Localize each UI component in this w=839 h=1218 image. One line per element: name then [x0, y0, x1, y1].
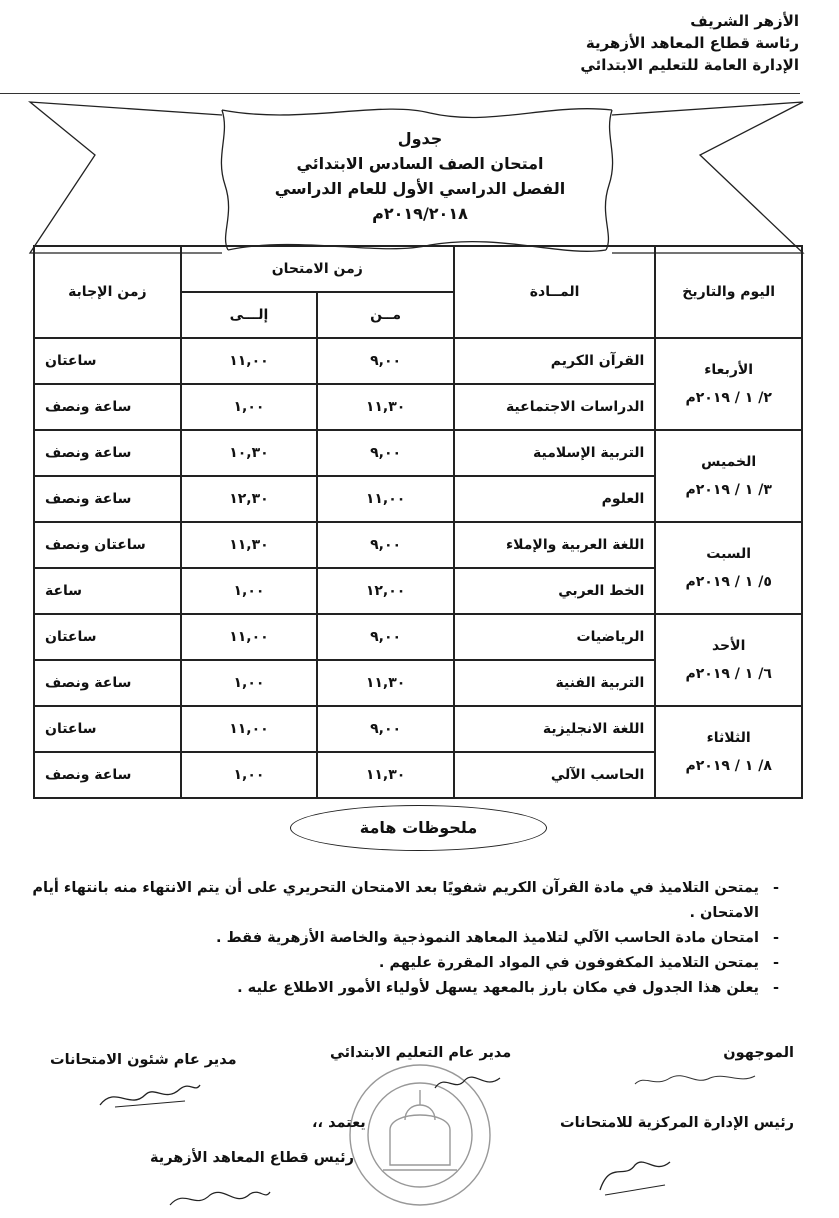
signature-exams-director: مدير عام شئون الامتحانات	[50, 1052, 237, 1068]
title-line-2: امتحان الصف السادس الابتدائي	[296, 154, 544, 173]
duration-cell: ساعة ونصف	[34, 476, 181, 522]
signature-scribble-central	[590, 1150, 680, 1200]
subject-cell: العلوم	[454, 476, 655, 522]
to-cell: ١,٠٠	[181, 660, 318, 706]
schedule-title	[230, 126, 610, 226]
header-exam-time: زمن الامتحان	[181, 246, 454, 292]
header-from: مــن	[317, 292, 454, 338]
day-date-cell	[655, 706, 802, 798]
title-line-1: جدول	[397, 129, 443, 148]
day-date-cell	[655, 430, 802, 522]
header-duration: زمن الإجابة	[34, 246, 181, 338]
day-date: ٢/ ١ / ٢٠١٩م	[685, 390, 772, 406]
day-name: الثلاثاء	[706, 730, 751, 746]
to-cell: ١١,٣٠	[181, 522, 318, 568]
day-date: ٣/ ١ / ٢٠١٩م	[685, 482, 772, 498]
to-cell: ١٠,٣٠	[181, 430, 318, 476]
day-date-cell	[655, 338, 802, 430]
day-date: ٦/ ١ / ٢٠١٩م	[685, 666, 772, 682]
subject-cell: الحاسب الآلي	[454, 752, 655, 798]
from-cell: ١١,٠٠	[317, 476, 454, 522]
note-item: - يمتحن التلاميذ المكفوفون في المواد المقررة عليهم .	[19, 951, 779, 976]
duration-cell: ساعتان ونصف	[34, 522, 181, 568]
day-name: الأربعاء	[704, 362, 754, 378]
day-date-cell	[655, 522, 802, 614]
table-row	[34, 522, 802, 568]
duration-cell: ساعة ونصف	[34, 752, 181, 798]
subject-cell: اللغة الانجليزية	[454, 706, 655, 752]
day-date-cell	[655, 614, 802, 706]
signature-primary-director: مدير عام التعليم الابتدائي	[330, 1045, 512, 1061]
day-name: الأحد	[711, 638, 746, 654]
to-cell: ١٢,٣٠	[181, 476, 318, 522]
title-line-3: الفصل الدراسي الأول للعام الدراسي	[274, 179, 566, 198]
to-cell: ١,٠٠	[181, 752, 318, 798]
duration-cell: ساعة ونصف	[34, 660, 181, 706]
duration-cell: ساعتان	[34, 706, 181, 752]
header-subject: المــادة	[454, 246, 655, 338]
duration-cell: ساعة	[34, 568, 181, 614]
table-row	[34, 430, 802, 476]
exam-schedule-table	[33, 245, 803, 799]
from-cell: ١١,٣٠	[317, 752, 454, 798]
duration-cell: ساعة ونصف	[34, 430, 181, 476]
subject-cell: الدراسات الاجتماعية	[454, 384, 655, 430]
from-cell: ٩,٠٠	[317, 522, 454, 568]
day-date: ٥/ ١ / ٢٠١٩م	[685, 574, 772, 590]
signature-scribble-mentors	[630, 1066, 760, 1094]
table-row	[34, 338, 802, 384]
duration-cell: ساعتان	[34, 614, 181, 660]
title-line-4: ٢٠١٩/٢٠١٨م	[372, 204, 468, 223]
duration-cell: ساعتان	[34, 338, 181, 384]
from-cell: ١١,٣٠	[317, 384, 454, 430]
from-cell: ٩,٠٠	[317, 430, 454, 476]
header-divider	[0, 93, 800, 94]
header-line-2: رئاسة قطاع المعاهد الأزهرية	[585, 34, 799, 52]
header-day-date: اليوم والتاريخ	[655, 246, 802, 338]
signature-scribble-primary	[430, 1068, 510, 1098]
notes-list	[19, 876, 779, 1001]
header-line-1: الأزهر الشريف	[690, 12, 799, 30]
to-cell: ١١,٠٠	[181, 614, 318, 660]
subject-cell: اللغة العربية والإملاء	[454, 522, 655, 568]
table-row	[34, 706, 802, 752]
signature-sector-head: رئيس قطاع المعاهد الأزهرية	[150, 1150, 354, 1166]
signature-mentors: الموجهون	[723, 1045, 794, 1061]
subject-cell: التربية الفنية	[454, 660, 655, 706]
from-cell: ٩,٠٠	[317, 706, 454, 752]
to-cell: ١,٠٠	[181, 568, 318, 614]
note-item: - يمتحن التلاميذ في مادة القرآن الكريم شفويًا بعد الامتحان التحريري على أن يتم الانتهاء منه بانتهاء أيام الامتحان .	[19, 876, 779, 926]
notes-heading: ملحوظات هامة	[290, 805, 547, 851]
to-cell: ١١,٠٠	[181, 706, 318, 752]
signature-approved: يعتمد ،،	[312, 1115, 366, 1131]
subject-cell: الخط العربي	[454, 568, 655, 614]
subject-cell: الرياضيات	[454, 614, 655, 660]
header-line-3: الإدارة العامة للتعليم الابتدائي	[580, 56, 799, 74]
to-cell: ١١,٠٠	[181, 338, 318, 384]
note-item: - يعلن هذا الجدول في مكان بارز بالمعهد يسهل لأولياء الأمور الاطلاع عليه .	[19, 976, 779, 1001]
day-date: ٨/ ١ / ٢٠١٩م	[685, 758, 772, 774]
subject-cell: القرآن الكريم	[454, 338, 655, 384]
signature-scribble-sector	[165, 1180, 275, 1215]
from-cell: ٩,٠٠	[317, 614, 454, 660]
note-item: - امتحان مادة الحاسب الآلي لتلاميذ المعاهد النموذجية والخاصة الأزهرية فقط .	[19, 926, 779, 951]
table-row	[34, 614, 802, 660]
subject-cell: التربية الإسلامية	[454, 430, 655, 476]
from-cell: ١٢,٠٠	[317, 568, 454, 614]
header-to: إلـــى	[181, 292, 318, 338]
signature-scribble-exams	[95, 1075, 205, 1115]
duration-cell: ساعة ونصف	[34, 384, 181, 430]
from-cell: ١١,٣٠	[317, 660, 454, 706]
day-name: الخميس	[701, 454, 757, 470]
signature-central-exams-head: رئيس الإدارة المركزية للامتحانات	[560, 1115, 794, 1131]
day-name: السبت	[706, 546, 752, 562]
to-cell: ١,٠٠	[181, 384, 318, 430]
document-header	[580, 10, 799, 76]
from-cell: ٩,٠٠	[317, 338, 454, 384]
